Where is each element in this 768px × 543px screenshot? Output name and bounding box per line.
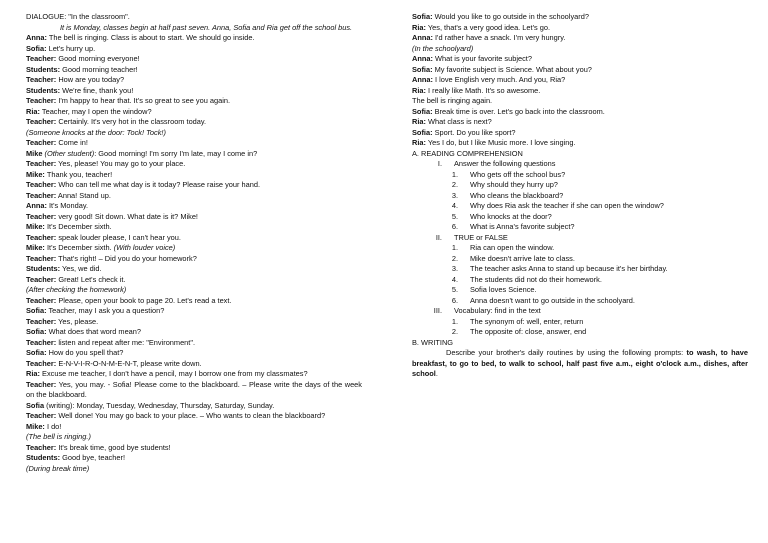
dialogue-line xyxy=(26,296,362,307)
stage-direction-bell: (The bell is ringing.) xyxy=(26,432,91,441)
speech-text: Certainly. It's very hot in the classroom today. xyxy=(56,117,207,126)
dialogue-line xyxy=(26,107,362,118)
speech-text: Excuse me teacher, I don't have a pencil, may I borrow one from my classmates? xyxy=(39,369,308,378)
list-item-number: 6. xyxy=(451,295,458,305)
section-heading-reading: A. READING COMPREHENSION xyxy=(412,148,523,158)
speaker-name: Teacher: xyxy=(26,75,57,84)
dialogue-line xyxy=(26,348,362,359)
speaker-name: Teacher: xyxy=(26,117,57,126)
dialogue-line xyxy=(412,128,748,139)
speaker-name: Sofia: xyxy=(412,64,433,74)
speech-text: E-N-V-I-R-O-N-M-E-N-T, please write down. xyxy=(56,358,202,368)
list-item-number: 3. xyxy=(451,190,458,200)
speaker-name: Anna: xyxy=(412,75,433,84)
dialogue-line xyxy=(412,86,748,97)
list-item xyxy=(412,180,748,191)
dialogue-line xyxy=(26,338,362,349)
dialogue-line xyxy=(26,243,362,254)
speech-text: very good! Sit down. What date is it? Mike! xyxy=(56,211,198,221)
dialogue-line xyxy=(26,327,362,338)
list-item-text: The synonym of: well, enter, return xyxy=(470,316,584,326)
speaker-name: Teacher: xyxy=(26,316,57,326)
dialogue-line xyxy=(412,33,748,44)
dialogue-line xyxy=(412,23,748,34)
list-item-text: Why does Ria ask the teacher if she can open the window? xyxy=(470,201,664,210)
list-item-number: 5. xyxy=(451,211,458,221)
dialogue-line xyxy=(26,233,362,244)
dialogue-line xyxy=(26,86,362,97)
dialogue-line xyxy=(26,369,362,380)
dialogue-line: Sofia (writing): Monday, Tuesday, Wednesday, Thursday, Saturday, Sunday. xyxy=(26,400,275,410)
speaker-name: Teacher: xyxy=(26,54,57,63)
list-item-text: What is Anna's favorite subject? xyxy=(470,222,575,231)
speech-text: I love English very much. And you, Ria? xyxy=(432,75,566,84)
dialogue-line xyxy=(26,44,362,55)
speech-text: I'd rather have a snack. I'm very hungry. xyxy=(432,33,566,42)
speech-text: What class is next? xyxy=(425,117,492,126)
stage-direction-knock: (Someone knocks at the door: Tock! Tock!) xyxy=(26,127,166,137)
speech-text: Good morning teacher! xyxy=(60,64,138,74)
speaker-name: Teacher: xyxy=(26,159,57,168)
speech-text: Come in! xyxy=(56,138,88,147)
dialogue-line xyxy=(26,443,362,454)
dialogue-line xyxy=(26,159,362,170)
list-item xyxy=(412,243,748,254)
speaker-name: Anna: xyxy=(412,33,433,42)
speech-text: Break time is over. Let's go back into the classroom. xyxy=(432,106,605,116)
speaker-note: (Other student) xyxy=(42,148,95,158)
list-item xyxy=(412,170,748,181)
speech-text: Teacher, may I ask you a question? xyxy=(46,306,165,315)
speech-text: Thank you, teacher! xyxy=(44,169,113,179)
list-item-text: Who knocks at the door? xyxy=(470,211,552,221)
speech-text: The bell is ringing. Class is about to start. We should go inside. xyxy=(46,33,255,42)
dialogue-block-a xyxy=(26,33,362,128)
speaker-name: Students: xyxy=(26,453,61,462)
speech-text: It's December sixth. xyxy=(44,222,112,231)
dialogue-line xyxy=(26,54,362,65)
speaker-name: Ria: xyxy=(412,22,426,32)
dialogue-line xyxy=(26,117,362,128)
list-item-number: 1. xyxy=(451,316,458,326)
list-item-number: 2. xyxy=(451,253,458,263)
list-item-text: The students did not do their homework. xyxy=(470,274,602,284)
list-item xyxy=(412,317,748,328)
stage-direction-schoolyard: (In the schoolyard) xyxy=(412,43,474,53)
list-item-number: 1. xyxy=(451,169,458,179)
dialogue-line xyxy=(26,33,362,44)
speaker-name: Anna: xyxy=(26,201,47,210)
list-item xyxy=(412,254,748,265)
speech-text: Great! Let's check it. xyxy=(56,274,126,284)
speaker-name: Teacher: xyxy=(26,358,57,368)
dialogue-line xyxy=(26,149,362,160)
list-item-text: Why should they hurry up? xyxy=(470,180,558,189)
list-item xyxy=(412,296,748,307)
dialogue-line xyxy=(26,359,362,370)
list-item-number: 4. xyxy=(451,274,458,284)
dialogue-block-b xyxy=(26,138,362,285)
dialogue-block-e xyxy=(412,12,748,44)
dialogue-block-d xyxy=(26,443,362,464)
speaker-name: Teacher: xyxy=(26,96,57,105)
exercise-heading: II. TRUE or FALSE xyxy=(435,232,508,242)
speech-text: It's Monday. xyxy=(46,201,89,210)
dialogue-line xyxy=(412,12,748,23)
list-item-text: Who gets off the school bus? xyxy=(470,169,566,179)
speech-text: Yes, we did. xyxy=(60,264,102,273)
speaker-name: Teacher: xyxy=(26,232,57,242)
list-item-text: Anna doesn't want to go outside in the schoolyard. xyxy=(470,295,635,305)
speech-text: What is your favorite subject? xyxy=(432,54,532,63)
speech-text: : Good morning! I'm sorry I'm late, may I come in? xyxy=(94,148,258,158)
list-item xyxy=(412,201,748,212)
dialogue-line xyxy=(412,138,748,149)
speech-text: We're fine, thank you! xyxy=(60,85,134,95)
dialogue-line xyxy=(412,75,748,86)
speech-text: Teacher, may I open the window? xyxy=(39,106,152,116)
speaker-name: Students: xyxy=(26,64,61,74)
speaker-name: Teacher: xyxy=(26,190,57,200)
list-item-text: Ria can open the window. xyxy=(470,243,555,252)
list-item-number: 1. xyxy=(451,243,458,252)
true-false-list xyxy=(412,243,748,306)
speech-text: How do you spell that? xyxy=(46,348,124,357)
stage-direction-checking: (After checking the homework) xyxy=(26,285,127,294)
speech-text: I really like Math. It's so awesome. xyxy=(425,85,541,95)
speech-text: How are you today? xyxy=(56,75,125,84)
list-item-number: 5. xyxy=(451,285,458,294)
dialogue-line xyxy=(26,222,362,233)
speaker-name: Anna: xyxy=(412,54,433,63)
dialogue-line xyxy=(26,264,362,275)
speaker-name: Mike: xyxy=(26,222,45,231)
speech-text: Sport. Do you like sport? xyxy=(432,127,516,137)
right-column xyxy=(412,12,748,380)
speech-text: I'm happy to hear that. It's so great to see you again. xyxy=(56,96,230,105)
speaker-name: Ria: xyxy=(26,369,40,378)
dialogue-line xyxy=(412,107,748,118)
dialogue-line xyxy=(26,65,362,76)
dialogue-line xyxy=(26,212,362,223)
speaker-name: Sofia: xyxy=(26,348,47,357)
dialogue-line xyxy=(412,54,748,65)
speech-text: It's break time, good bye students! xyxy=(56,442,171,452)
speaker-name: Ria: xyxy=(412,117,426,126)
list-item xyxy=(412,212,748,223)
dialogue-line xyxy=(26,201,362,212)
speech-text: Please, open your book to page 20. Let's read a text. xyxy=(56,295,232,305)
list-item xyxy=(412,222,748,233)
list-item-number: 2. xyxy=(451,327,458,336)
dialogue-line: Mike: I do! xyxy=(26,421,62,431)
dialogue-line xyxy=(26,75,362,86)
speaker-name: Students: xyxy=(26,85,61,95)
speech-note: (With louder voice) xyxy=(113,243,176,252)
exercise-heading: III. Vocabulary: find in the text xyxy=(433,306,541,315)
writing-instructions: Describe your brother's daily routines by using the following prompts: to wash, to have breakfast, to go to bed, to walk to school, half past five a.m., eight o'clock a.m., dishes, after school. xyxy=(412,348,748,378)
list-item xyxy=(412,264,748,275)
speaker-name: Mike: xyxy=(26,243,45,252)
dialogue-line xyxy=(26,275,362,286)
speaker-name: Sofia: xyxy=(26,327,47,336)
list-item-text: Who cleans the blackboard? xyxy=(470,190,564,200)
speaker-name: Teacher: xyxy=(26,337,57,347)
setting-text: It is Monday, classes begin at half past seven. Anna, Sofia and Ria get off the school bus. xyxy=(60,22,353,32)
speaker-name: Anna: xyxy=(26,33,47,42)
speech-text: That's right! – Did you do your homework? xyxy=(56,253,197,263)
speech-text: Would you like to go outside in the schoolyard? xyxy=(432,12,589,21)
dialogue-block-c xyxy=(26,296,362,380)
speaker-name: Teacher: xyxy=(26,211,57,221)
bell-again-text: The bell is ringing again. xyxy=(412,96,493,105)
dialogue-block-f xyxy=(412,54,748,96)
exercise-heading: I. Answer the following questions xyxy=(437,159,556,168)
speaker-name: Sofia: xyxy=(412,127,433,137)
dialogue-line: Teacher: Well done! You may go back to your place. – Who wants to clean the blackboard? xyxy=(26,411,326,420)
dialogue-line xyxy=(26,254,362,265)
speech-text: Good bye, teacher! xyxy=(60,453,125,462)
speaker-name: Students: xyxy=(26,264,61,273)
speaker-name: Sofia: xyxy=(26,306,47,315)
speaker-name: Sofia: xyxy=(412,106,433,116)
speaker-name: Ria: xyxy=(412,138,426,147)
dialogue-title: DIALOGUE: "In the classroom". xyxy=(26,12,130,21)
dialogue-line xyxy=(412,65,748,76)
speaker-name: Ria: xyxy=(412,85,426,95)
speaker-name: Teacher: xyxy=(26,442,57,452)
speech-text: My favorite subject is Science. What about you? xyxy=(432,64,592,74)
dialogue-block-g xyxy=(412,107,748,149)
vocabulary-list xyxy=(412,317,748,338)
list-item xyxy=(412,285,748,296)
speech-text: Anna! Stand up. xyxy=(56,190,111,200)
speech-text: listen and repeat after me: "Environment". xyxy=(56,337,196,347)
speaker-name: Teacher: xyxy=(26,253,57,263)
dialogue-line xyxy=(26,138,362,149)
stage-direction-break: (During break time) xyxy=(26,463,90,473)
speech-text: Yes, that's a very good idea. Let's go. xyxy=(425,22,550,32)
speech-text: Yes, please. xyxy=(56,316,99,326)
speech-text: Let's hurry up. xyxy=(46,43,96,53)
speaker-name: Teacher: xyxy=(26,138,57,147)
list-item xyxy=(412,327,748,338)
dialogue-line xyxy=(26,170,362,181)
speaker-name: Teacher: xyxy=(26,274,57,284)
speech-text: Who can tell me what day is it today? Please raise your hand. xyxy=(56,180,261,189)
list-item-text: The opposite of: close, answer, end xyxy=(470,327,587,336)
left-column xyxy=(26,12,362,474)
list-item-number: 4. xyxy=(451,201,458,210)
list-item-number: 6. xyxy=(451,222,458,231)
speaker-name: Sofia: xyxy=(26,43,47,53)
speaker-name: Mike xyxy=(26,148,43,158)
list-item xyxy=(412,275,748,286)
list-item xyxy=(412,191,748,202)
speaker-name: Sofia: xyxy=(412,12,433,21)
dialogue-line xyxy=(26,180,362,191)
dialogue-line xyxy=(26,317,362,328)
dialogue-line xyxy=(412,117,748,128)
list-item-text: The teacher asks Anna to stand up because it's her birthday. xyxy=(470,264,668,273)
speaker-name: Teacher: xyxy=(26,295,57,305)
speech-text: speak louder please, I can't hear you. xyxy=(56,232,181,242)
question-list xyxy=(412,170,748,233)
dialogue-line xyxy=(26,306,362,317)
section-heading-writing: B. WRITING xyxy=(412,337,454,347)
speech-text: Yes, please! You may go to your place. xyxy=(56,159,186,168)
dialogue-line xyxy=(26,453,362,464)
list-item-text: Sofia loves Science. xyxy=(470,285,537,294)
speech-text: Yes I do, but I like Music more. I love singing. xyxy=(425,138,576,147)
speech-text: Good morning everyone! xyxy=(56,54,140,63)
list-item-number: 2. xyxy=(451,180,458,189)
speaker-name: Ria: xyxy=(26,106,40,116)
dialogue-line xyxy=(26,191,362,202)
speaker-name: Teacher: xyxy=(26,180,57,189)
dialogue-line xyxy=(26,96,362,107)
list-item-number: 3. xyxy=(451,264,458,273)
speech-text: It's December sixth. xyxy=(44,243,114,252)
speech-text: What does that word mean? xyxy=(46,327,142,336)
list-item-text: Mike doesn't arrive late to class. xyxy=(470,253,575,263)
speaker-name: Mike: xyxy=(26,169,45,179)
dialogue-line: Teacher: Yes, you may. - Sofia! Please come to the blackboard. – Please write the days of the week on the blackboard. xyxy=(26,379,362,399)
